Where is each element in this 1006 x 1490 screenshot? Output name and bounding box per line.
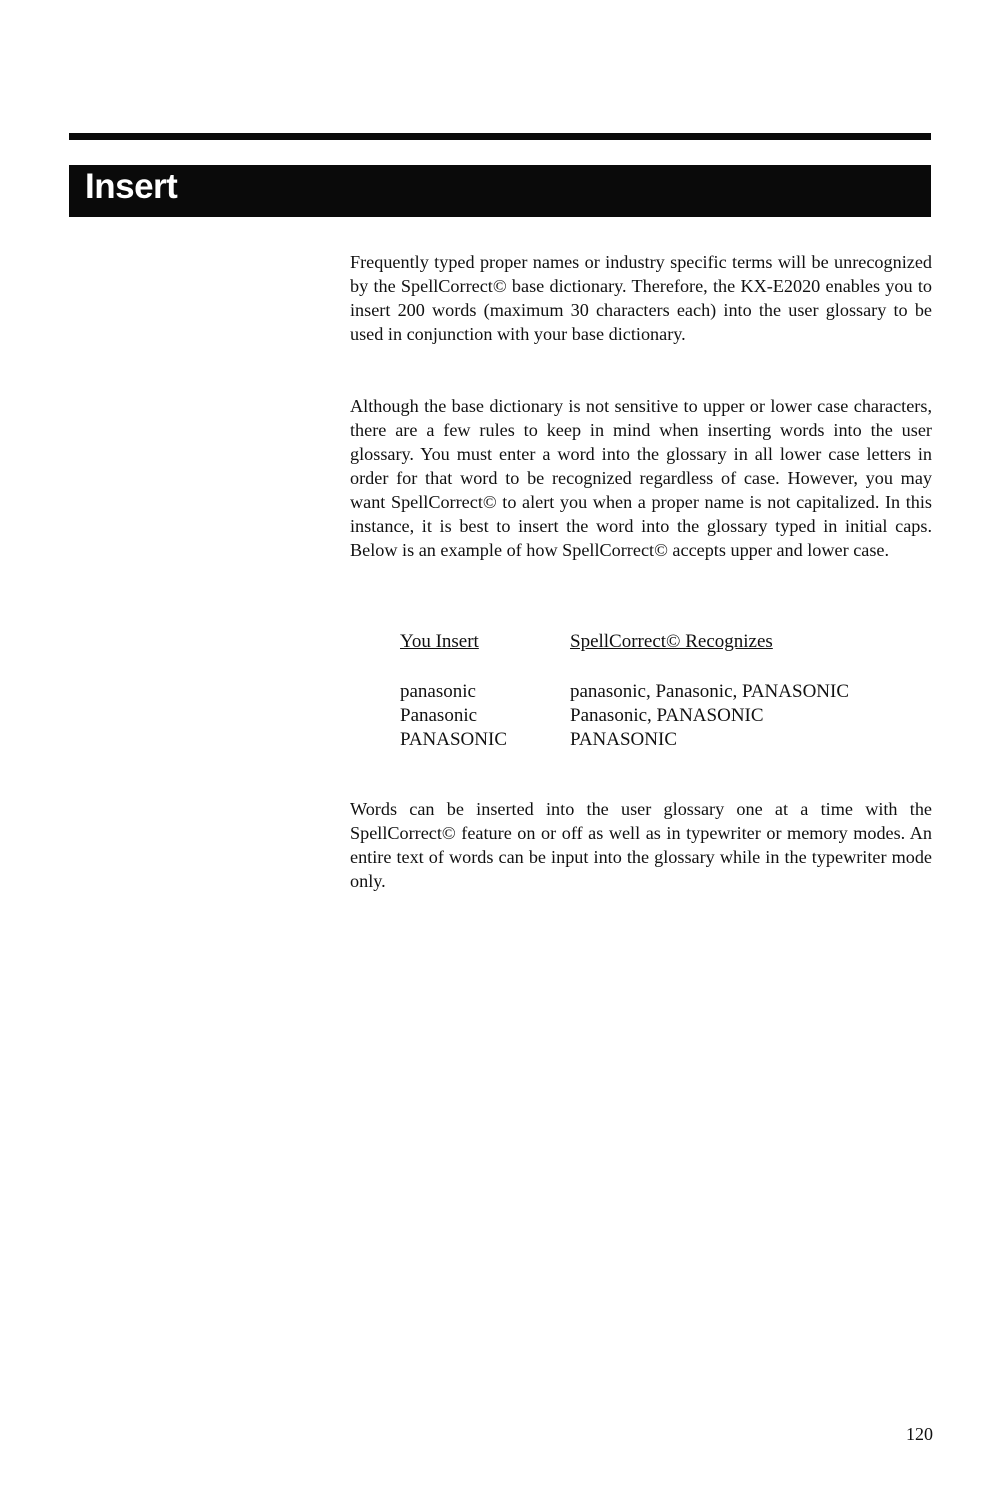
table-row	[400, 704, 849, 728]
page-number: 120	[906, 1424, 933, 1444]
paragraph-insert-modes: Words can be inserted into the user glossary one at a time with the SpellCorrect© feature on or off as well as in typewriter or memory modes. An entire text of words can be input into the glossary while in the typewriter mode only.	[350, 799, 932, 891]
table-cell: PANASONIC	[400, 729, 507, 750]
table-header-row	[400, 630, 849, 680]
example-table	[400, 630, 849, 752]
title-bar	[69, 165, 931, 217]
paragraph-case-rules: Although the base dictionary is not sensitive to upper or lower case characters, there are a few rules to keep in mind when inserting words into the user glossary. You must enter a word into the glossary in all lower case letters in order for that word to be recognized regardless of case. However, you may want SpellCorrect© to alert you when a proper name is not capitalized. In this instance, it is best to insert the word into the glossary typed in initial caps. Below is an example of how SpellCorrect© accepts upper and lower case.	[350, 396, 932, 560]
header-recognizes: SpellCorrect© Recognizes	[570, 631, 773, 652]
top-rule	[69, 133, 931, 140]
table-cell: Panasonic, PANASONIC	[570, 705, 764, 726]
table-row	[400, 680, 849, 704]
table-row	[400, 728, 849, 752]
table-header-cell	[570, 630, 849, 680]
table-cell: panasonic	[400, 681, 476, 702]
page-title: Insert	[85, 167, 178, 206]
table-cell: PANASONIC	[570, 729, 677, 750]
table-cell: Panasonic	[400, 705, 478, 726]
table-cell: panasonic, Panasonic, PANASONIC	[570, 681, 850, 702]
header-you-insert: You Insert	[400, 631, 479, 652]
table-header-cell	[400, 630, 570, 680]
paragraph-intro: Frequently typed proper names or industry specific terms will be unrecognized by the SpellCorrect© base dictionary. Therefore, the KX-E2020 enables you to insert 200 words (maximum 30 characters each) into the user glossary to be used in conjunction with your base dictionary.	[350, 252, 932, 344]
